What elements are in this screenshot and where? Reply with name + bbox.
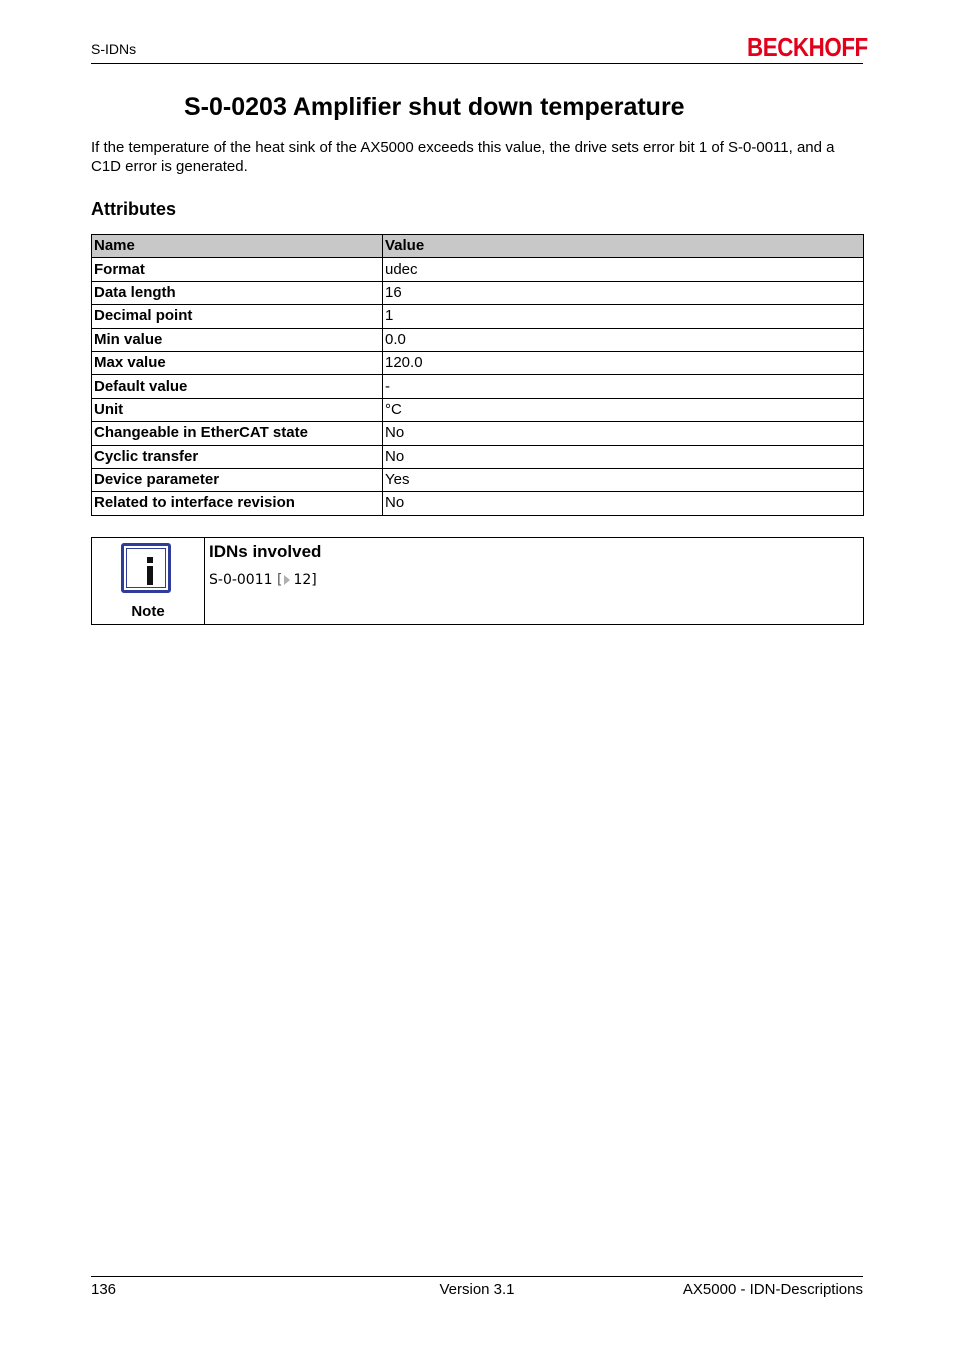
table-row xyxy=(92,422,864,445)
footer-page-number: 136 xyxy=(91,1281,117,1298)
attr-name: Related to interface revision xyxy=(92,492,383,515)
page-arrow-icon xyxy=(284,575,290,585)
attr-value: Yes xyxy=(383,468,864,491)
attr-value: - xyxy=(383,375,864,398)
idn-reference-text[interactable]: S-0-0011 xyxy=(209,572,273,588)
note-label: Note xyxy=(131,603,165,620)
attr-name: Device parameter xyxy=(92,468,383,491)
table-row xyxy=(92,492,864,515)
table-row xyxy=(92,305,864,328)
table-row xyxy=(92,398,864,421)
intro-paragraph: If the temperature of the heat sink of the AX5000 exceeds this value, the drive sets error bit 1 of S-0-0011, and a C1D error is generated. xyxy=(91,139,835,175)
attr-name: Changeable in EtherCAT state xyxy=(92,422,383,445)
attr-value: No xyxy=(383,422,864,445)
bracket-open: [ xyxy=(276,572,283,588)
idn-reference-link[interactable] xyxy=(209,572,317,588)
table-row xyxy=(92,468,864,491)
page-title: S-0-0203 Amplifier shut down temperature xyxy=(184,93,685,121)
attr-name: Max value xyxy=(92,351,383,374)
attr-name: Data length xyxy=(92,281,383,304)
footer-divider xyxy=(91,1276,863,1277)
attr-value: 120.0 xyxy=(383,351,864,374)
attributes-heading: Attributes xyxy=(91,199,176,219)
beckhoff-logo: BECKHOFF xyxy=(747,32,868,62)
footer-version: Version 3.1 xyxy=(439,1281,515,1298)
table-row xyxy=(92,445,864,468)
attr-value: 0.0 xyxy=(383,328,864,351)
attr-value: No xyxy=(383,445,864,468)
attr-value: udec xyxy=(383,258,864,281)
attr-value: °C xyxy=(383,398,864,421)
info-icon-frame xyxy=(126,548,166,588)
table-row xyxy=(92,375,864,398)
note-title: IDNs involved xyxy=(209,542,322,561)
column-header-name: Name xyxy=(92,235,383,258)
info-icon-bar xyxy=(147,566,153,585)
footer-document-title: AX5000 - IDN-Descriptions xyxy=(682,1281,863,1298)
attr-name: Cyclic transfer xyxy=(92,445,383,468)
header-divider xyxy=(91,63,863,64)
note-box xyxy=(91,537,864,625)
attr-name: Default value xyxy=(92,375,383,398)
note-icon-cell xyxy=(92,538,205,624)
info-icon xyxy=(121,543,171,593)
attr-value: 1 xyxy=(383,305,864,328)
info-icon-dot xyxy=(147,557,153,563)
attr-value: 16 xyxy=(383,281,864,304)
table-header-row xyxy=(92,235,864,258)
table-row xyxy=(92,351,864,374)
attr-name: Format xyxy=(92,258,383,281)
table-row xyxy=(92,328,864,351)
table-row xyxy=(92,258,864,281)
attr-name: Min value xyxy=(92,328,383,351)
attr-name: Unit xyxy=(92,398,383,421)
header-section: S-IDNs xyxy=(91,41,137,57)
attributes-table xyxy=(91,234,864,516)
column-header-value: Value xyxy=(383,235,864,258)
attr-name: Decimal point xyxy=(92,305,383,328)
idn-reference-page[interactable]: 12] xyxy=(293,572,317,588)
table-row xyxy=(92,281,864,304)
attr-value: No xyxy=(383,492,864,515)
